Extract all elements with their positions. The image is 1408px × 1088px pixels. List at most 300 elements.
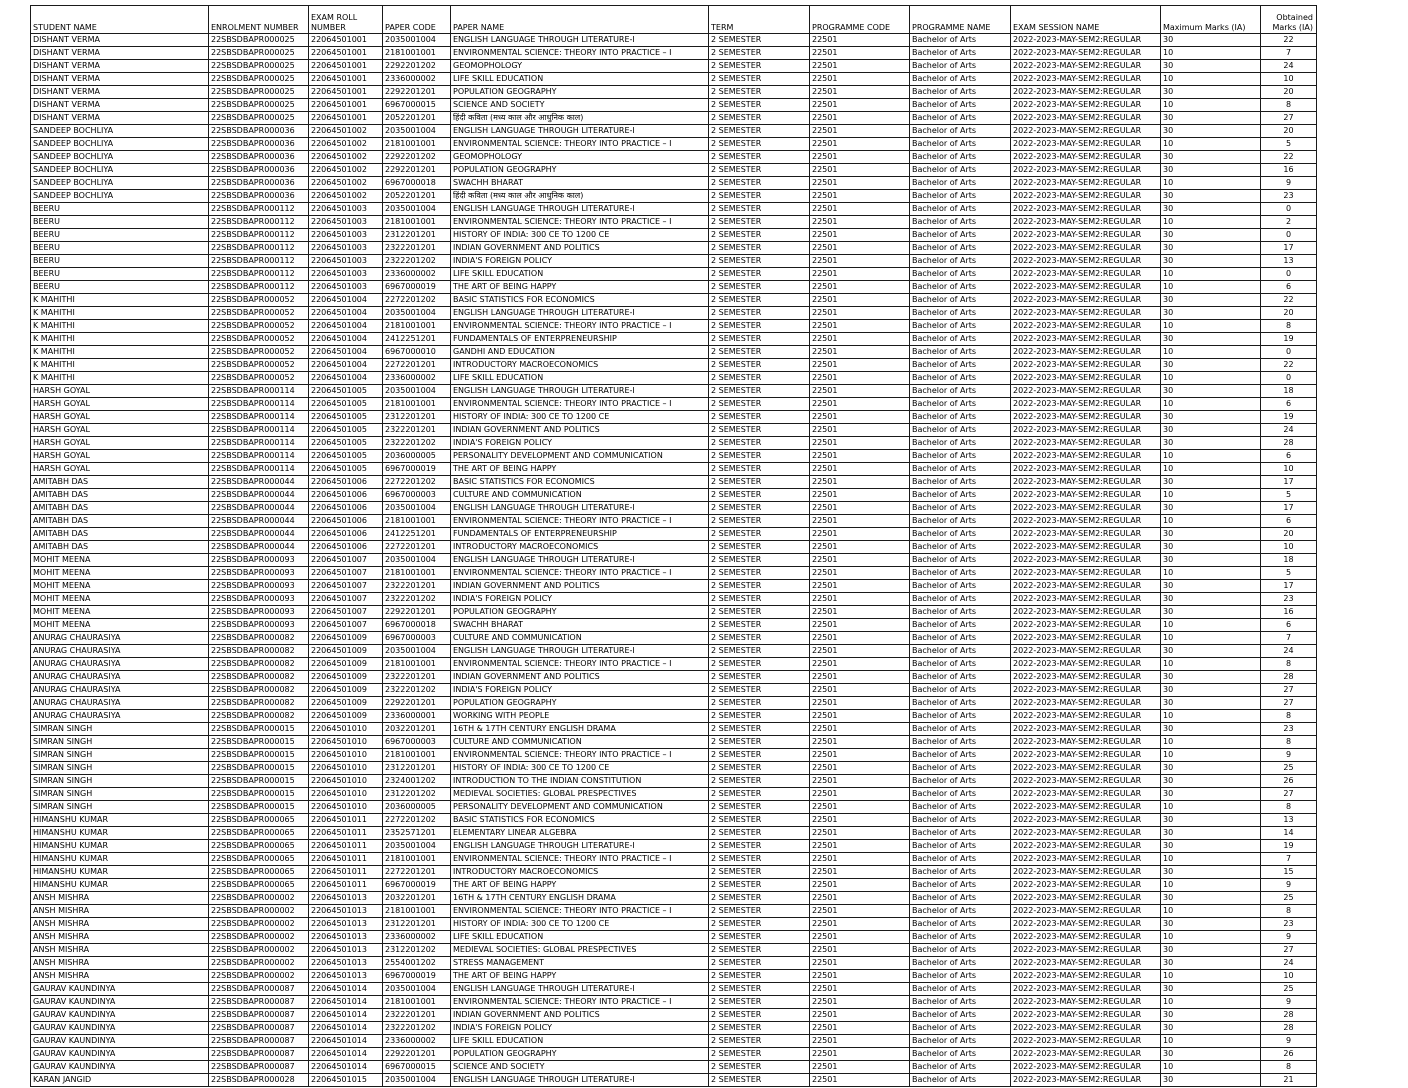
cell-student-name: HARSH GOYAL <box>31 437 209 450</box>
table-row <box>31 164 1317 177</box>
cell-obtained-marks: 18 <box>1261 554 1317 567</box>
cell-exam-roll-number: 22064501006 <box>309 528 383 541</box>
cell-exam-session-name: 2022-2023-MAY-SEM2:REGULAR <box>1011 827 1161 840</box>
cell-programme-code: 22501 <box>810 398 910 411</box>
cell-exam-roll-number: 22064501013 <box>309 970 383 983</box>
cell-programme-code: 22501 <box>810 151 910 164</box>
cell-maximum-marks: 30 <box>1161 788 1261 801</box>
col-header-obtained-marks: Obtained Marks (IA) <box>1261 6 1317 34</box>
cell-exam-session-name: 2022-2023-MAY-SEM2:REGULAR <box>1011 47 1161 60</box>
cell-programme-code: 22501 <box>810 164 910 177</box>
cell-exam-session-name: 2022-2023-MAY-SEM2:REGULAR <box>1011 515 1161 528</box>
cell-maximum-marks: 30 <box>1161 294 1261 307</box>
cell-paper-name: INDIAN GOVERNMENT AND POLITICS <box>451 671 709 684</box>
cell-paper-code: 2312201201 <box>383 762 451 775</box>
cell-paper-code: 6967000003 <box>383 736 451 749</box>
cell-programme-name: Bachelor of Arts <box>910 385 1011 398</box>
cell-programme-code: 22501 <box>810 684 910 697</box>
cell-programme-name: Bachelor of Arts <box>910 996 1011 1009</box>
cell-obtained-marks: 28 <box>1261 1009 1317 1022</box>
cell-maximum-marks: 10 <box>1161 73 1261 86</box>
cell-term: 2 SEMESTER <box>709 190 810 203</box>
cell-exam-session-name: 2022-2023-MAY-SEM2:REGULAR <box>1011 762 1161 775</box>
cell-programme-name: Bachelor of Arts <box>910 450 1011 463</box>
cell-programme-name: Bachelor of Arts <box>910 372 1011 385</box>
cell-programme-code: 22501 <box>810 801 910 814</box>
cell-maximum-marks: 10 <box>1161 346 1261 359</box>
cell-exam-roll-number: 22064501001 <box>309 99 383 112</box>
cell-paper-name: ENVIRONMENTAL SCIENCE: THEORY INTO PRACTICE – I <box>451 138 709 151</box>
cell-paper-code: 2035001004 <box>383 34 451 47</box>
cell-exam-roll-number: 22064501001 <box>309 60 383 73</box>
cell-maximum-marks: 30 <box>1161 918 1261 931</box>
cell-paper-name: ENVIRONMENTAL SCIENCE: THEORY INTO PRACTICE – I <box>451 749 709 762</box>
cell-maximum-marks: 30 <box>1161 866 1261 879</box>
cell-programme-name: Bachelor of Arts <box>910 489 1011 502</box>
table-row <box>31 723 1317 736</box>
cell-programme-name: Bachelor of Arts <box>910 788 1011 801</box>
cell-paper-code: 2322201202 <box>383 684 451 697</box>
cell-maximum-marks: 10 <box>1161 515 1261 528</box>
cell-enrolment-number: 22SBSDBAPR000087 <box>209 1061 309 1074</box>
cell-obtained-marks: 0 <box>1261 346 1317 359</box>
table-row <box>31 99 1317 112</box>
cell-student-name: AMITABH DAS <box>31 502 209 515</box>
cell-programme-name: Bachelor of Arts <box>910 346 1011 359</box>
cell-paper-name: HISTORY OF INDIA: 300 CE TO 1200 CE <box>451 229 709 242</box>
cell-paper-name: HISTORY OF INDIA: 300 CE TO 1200 CE <box>451 411 709 424</box>
table-row <box>31 983 1317 996</box>
table-row <box>31 619 1317 632</box>
cell-programme-code: 22501 <box>810 515 910 528</box>
cell-enrolment-number: 22SBSDBAPR000093 <box>209 593 309 606</box>
cell-paper-name: INDIA'S FOREIGN POLICY <box>451 1022 709 1035</box>
cell-student-name: MOHIT MEENA <box>31 593 209 606</box>
cell-student-name: DISHANT VERMA <box>31 86 209 99</box>
cell-obtained-marks: 27 <box>1261 788 1317 801</box>
cell-term: 2 SEMESTER <box>709 554 810 567</box>
cell-paper-code: 2272201202 <box>383 294 451 307</box>
cell-student-name: SANDEEP BOCHLIYA <box>31 125 209 138</box>
cell-term: 2 SEMESTER <box>709 476 810 489</box>
cell-maximum-marks: 30 <box>1161 229 1261 242</box>
table-row <box>31 333 1317 346</box>
cell-exam-roll-number: 22064501009 <box>309 697 383 710</box>
cell-paper-code: 6967000003 <box>383 632 451 645</box>
cell-term: 2 SEMESTER <box>709 528 810 541</box>
cell-paper-name: हिंदी कविता (मध्य काल और आधुनिक काल) <box>451 190 709 203</box>
cell-paper-code: 2181001001 <box>383 320 451 333</box>
cell-paper-name: SCIENCE AND SOCIETY <box>451 1061 709 1074</box>
cell-exam-roll-number: 22064501010 <box>309 736 383 749</box>
cell-paper-code: 6967000015 <box>383 1061 451 1074</box>
cell-enrolment-number: 22SBSDBAPR000087 <box>209 996 309 1009</box>
cell-maximum-marks: 30 <box>1161 359 1261 372</box>
cell-paper-code: 6967000019 <box>383 879 451 892</box>
cell-exam-session-name: 2022-2023-MAY-SEM2:REGULAR <box>1011 710 1161 723</box>
cell-exam-roll-number: 22064501009 <box>309 645 383 658</box>
cell-paper-code: 2181001001 <box>383 138 451 151</box>
cell-programme-name: Bachelor of Arts <box>910 905 1011 918</box>
cell-programme-name: Bachelor of Arts <box>910 580 1011 593</box>
cell-exam-session-name: 2022-2023-MAY-SEM2:REGULAR <box>1011 164 1161 177</box>
table-row <box>31 489 1317 502</box>
cell-programme-code: 22501 <box>810 320 910 333</box>
cell-programme-code: 22501 <box>810 229 910 242</box>
col-header-programme-code: PROGRAMME CODE <box>810 6 910 34</box>
cell-term: 2 SEMESTER <box>709 723 810 736</box>
cell-student-name: K MAHITHI <box>31 359 209 372</box>
cell-paper-code: 2181001001 <box>383 749 451 762</box>
cell-term: 2 SEMESTER <box>709 671 810 684</box>
table-row <box>31 476 1317 489</box>
cell-programme-code: 22501 <box>810 723 910 736</box>
cell-enrolment-number: 22SBSDBAPR000044 <box>209 515 309 528</box>
cell-student-name: ANSH MISHRA <box>31 905 209 918</box>
cell-programme-name: Bachelor of Arts <box>910 918 1011 931</box>
cell-paper-name: PERSONALITY DEVELOPMENT AND COMMUNICATION <box>451 801 709 814</box>
cell-enrolment-number: 22SBSDBAPR000036 <box>209 190 309 203</box>
cell-enrolment-number: 22SBSDBAPR000025 <box>209 99 309 112</box>
cell-programme-name: Bachelor of Arts <box>910 268 1011 281</box>
cell-exam-session-name: 2022-2023-MAY-SEM2:REGULAR <box>1011 905 1161 918</box>
cell-term: 2 SEMESTER <box>709 489 810 502</box>
cell-enrolment-number: 22SBSDBAPR000025 <box>209 73 309 86</box>
cell-exam-session-name: 2022-2023-MAY-SEM2:REGULAR <box>1011 424 1161 437</box>
cell-exam-roll-number: 22064501011 <box>309 840 383 853</box>
cell-exam-roll-number: 22064501002 <box>309 164 383 177</box>
cell-term: 2 SEMESTER <box>709 112 810 125</box>
cell-obtained-marks: 10 <box>1261 463 1317 476</box>
cell-maximum-marks: 30 <box>1161 502 1261 515</box>
cell-programme-code: 22501 <box>810 814 910 827</box>
cell-maximum-marks: 30 <box>1161 333 1261 346</box>
cell-obtained-marks: 2 <box>1261 216 1317 229</box>
cell-maximum-marks: 30 <box>1161 1048 1261 1061</box>
cell-programme-code: 22501 <box>810 1061 910 1074</box>
table-row <box>31 788 1317 801</box>
cell-paper-code: 2322201201 <box>383 671 451 684</box>
table-row <box>31 190 1317 203</box>
cell-maximum-marks: 10 <box>1161 216 1261 229</box>
cell-obtained-marks: 5 <box>1261 138 1317 151</box>
cell-enrolment-number: 22SBSDBAPR000082 <box>209 671 309 684</box>
cell-obtained-marks: 6 <box>1261 281 1317 294</box>
cell-enrolment-number: 22SBSDBAPR000002 <box>209 970 309 983</box>
cell-enrolment-number: 22SBSDBAPR000114 <box>209 398 309 411</box>
cell-term: 2 SEMESTER <box>709 138 810 151</box>
cell-exam-session-name: 2022-2023-MAY-SEM2:REGULAR <box>1011 645 1161 658</box>
cell-enrolment-number: 22SBSDBAPR000044 <box>209 502 309 515</box>
cell-paper-name: BASIC STATISTICS FOR ECONOMICS <box>451 814 709 827</box>
cell-student-name: HARSH GOYAL <box>31 398 209 411</box>
cell-programme-name: Bachelor of Arts <box>910 463 1011 476</box>
cell-enrolment-number: 22SBSDBAPR000093 <box>209 619 309 632</box>
cell-paper-name: MEDIEVAL SOCIETIES: GLOBAL PRESPECTIVES <box>451 944 709 957</box>
cell-maximum-marks: 30 <box>1161 242 1261 255</box>
cell-exam-roll-number: 22064501002 <box>309 138 383 151</box>
cell-term: 2 SEMESTER <box>709 736 810 749</box>
cell-exam-session-name: 2022-2023-MAY-SEM2:REGULAR <box>1011 866 1161 879</box>
cell-maximum-marks: 30 <box>1161 697 1261 710</box>
marks-table <box>30 5 1317 1087</box>
cell-enrolment-number: 22SBSDBAPR000036 <box>209 151 309 164</box>
cell-student-name: ANURAG CHAURASIYA <box>31 658 209 671</box>
cell-term: 2 SEMESTER <box>709 242 810 255</box>
cell-programme-code: 22501 <box>810 359 910 372</box>
cell-programme-code: 22501 <box>810 918 910 931</box>
cell-term: 2 SEMESTER <box>709 710 810 723</box>
cell-paper-name: ENVIRONMENTAL SCIENCE: THEORY INTO PRACTICE – I <box>451 398 709 411</box>
cell-term: 2 SEMESTER <box>709 515 810 528</box>
cell-student-name: AMITABH DAS <box>31 528 209 541</box>
cell-maximum-marks: 30 <box>1161 671 1261 684</box>
cell-enrolment-number: 22SBSDBAPR000114 <box>209 450 309 463</box>
cell-paper-name: THE ART OF BEING HAPPY <box>451 463 709 476</box>
table-row <box>31 879 1317 892</box>
cell-maximum-marks: 10 <box>1161 879 1261 892</box>
cell-exam-session-name: 2022-2023-MAY-SEM2:REGULAR <box>1011 788 1161 801</box>
cell-exam-roll-number: 22064501003 <box>309 242 383 255</box>
cell-paper-name: LIFE SKILL EDUCATION <box>451 372 709 385</box>
cell-student-name: ANSH MISHRA <box>31 918 209 931</box>
cell-programme-code: 22501 <box>810 1022 910 1035</box>
cell-paper-code: 2322201202 <box>383 255 451 268</box>
cell-enrolment-number: 22SBSDBAPR000093 <box>209 567 309 580</box>
cell-student-name: BEERU <box>31 281 209 294</box>
cell-maximum-marks: 10 <box>1161 398 1261 411</box>
cell-enrolment-number: 22SBSDBAPR000082 <box>209 632 309 645</box>
cell-maximum-marks: 30 <box>1161 528 1261 541</box>
cell-student-name: HARSH GOYAL <box>31 463 209 476</box>
cell-programme-code: 22501 <box>810 866 910 879</box>
cell-exam-roll-number: 22064501014 <box>309 1035 383 1048</box>
cell-exam-session-name: 2022-2023-MAY-SEM2:REGULAR <box>1011 580 1161 593</box>
cell-exam-session-name: 2022-2023-MAY-SEM2:REGULAR <box>1011 99 1161 112</box>
cell-enrolment-number: 22SBSDBAPR000002 <box>209 944 309 957</box>
table-row <box>31 736 1317 749</box>
cell-obtained-marks: 23 <box>1261 593 1317 606</box>
cell-programme-code: 22501 <box>810 567 910 580</box>
cell-obtained-marks: 19 <box>1261 840 1317 853</box>
cell-paper-code: 2336000001 <box>383 710 451 723</box>
cell-paper-code: 2035001004 <box>383 1074 451 1087</box>
cell-enrolment-number: 22SBSDBAPR000093 <box>209 580 309 593</box>
cell-maximum-marks: 10 <box>1161 281 1261 294</box>
cell-exam-session-name: 2022-2023-MAY-SEM2:REGULAR <box>1011 944 1161 957</box>
cell-term: 2 SEMESTER <box>709 593 810 606</box>
col-header-exam-session-name: EXAM SESSION NAME <box>1011 6 1161 34</box>
cell-obtained-marks: 15 <box>1261 866 1317 879</box>
table-row <box>31 60 1317 73</box>
cell-obtained-marks: 6 <box>1261 398 1317 411</box>
cell-term: 2 SEMESTER <box>709 346 810 359</box>
cell-term: 2 SEMESTER <box>709 450 810 463</box>
cell-paper-name: FUNDAMENTALS OF ENTERPRENEURSHIP <box>451 333 709 346</box>
cell-enrolment-number: 22SBSDBAPR000052 <box>209 320 309 333</box>
cell-exam-roll-number: 22064501007 <box>309 606 383 619</box>
cell-exam-session-name: 2022-2023-MAY-SEM2:REGULAR <box>1011 86 1161 99</box>
cell-exam-session-name: 2022-2023-MAY-SEM2:REGULAR <box>1011 1048 1161 1061</box>
cell-obtained-marks: 23 <box>1261 190 1317 203</box>
cell-paper-name: INDIA'S FOREIGN POLICY <box>451 255 709 268</box>
cell-student-name: DISHANT VERMA <box>31 99 209 112</box>
table-row <box>31 944 1317 957</box>
cell-exam-roll-number: 22064501007 <box>309 567 383 580</box>
cell-exam-roll-number: 22064501009 <box>309 710 383 723</box>
cell-maximum-marks: 10 <box>1161 749 1261 762</box>
cell-obtained-marks: 23 <box>1261 918 1317 931</box>
cell-maximum-marks: 30 <box>1161 203 1261 216</box>
cell-exam-session-name: 2022-2023-MAY-SEM2:REGULAR <box>1011 853 1161 866</box>
table-row <box>31 1009 1317 1022</box>
cell-exam-roll-number: 22064501005 <box>309 398 383 411</box>
table-row <box>31 541 1317 554</box>
cell-programme-code: 22501 <box>810 775 910 788</box>
cell-obtained-marks: 8 <box>1261 320 1317 333</box>
cell-paper-name: PERSONALITY DEVELOPMENT AND COMMUNICATION <box>451 450 709 463</box>
cell-exam-session-name: 2022-2023-MAY-SEM2:REGULAR <box>1011 931 1161 944</box>
cell-student-name: BEERU <box>31 216 209 229</box>
table-row <box>31 86 1317 99</box>
cell-exam-roll-number: 22064501004 <box>309 307 383 320</box>
cell-programme-code: 22501 <box>810 268 910 281</box>
cell-exam-roll-number: 22064501002 <box>309 125 383 138</box>
cell-term: 2 SEMESTER <box>709 1035 810 1048</box>
cell-programme-name: Bachelor of Arts <box>910 1074 1011 1087</box>
cell-exam-roll-number: 22064501013 <box>309 905 383 918</box>
cell-maximum-marks: 10 <box>1161 710 1261 723</box>
cell-programme-code: 22501 <box>810 944 910 957</box>
cell-exam-session-name: 2022-2023-MAY-SEM2:REGULAR <box>1011 294 1161 307</box>
cell-student-name: DISHANT VERMA <box>31 34 209 47</box>
cell-term: 2 SEMESTER <box>709 1022 810 1035</box>
cell-exam-roll-number: 22064501011 <box>309 866 383 879</box>
cell-obtained-marks: 8 <box>1261 1061 1317 1074</box>
cell-enrolment-number: 22SBSDBAPR000112 <box>209 242 309 255</box>
cell-exam-roll-number: 22064501005 <box>309 385 383 398</box>
cell-programme-code: 22501 <box>810 996 910 1009</box>
cell-term: 2 SEMESTER <box>709 463 810 476</box>
cell-programme-code: 22501 <box>810 580 910 593</box>
cell-exam-session-name: 2022-2023-MAY-SEM2:REGULAR <box>1011 814 1161 827</box>
cell-obtained-marks: 8 <box>1261 736 1317 749</box>
cell-paper-code: 2052201201 <box>383 112 451 125</box>
table-row <box>31 359 1317 372</box>
cell-paper-name: ENVIRONMENTAL SCIENCE: THEORY INTO PRACTICE – I <box>451 853 709 866</box>
cell-enrolment-number: 22SBSDBAPR000002 <box>209 931 309 944</box>
cell-student-name: BEERU <box>31 242 209 255</box>
cell-programme-name: Bachelor of Arts <box>910 333 1011 346</box>
cell-obtained-marks: 6 <box>1261 450 1317 463</box>
cell-term: 2 SEMESTER <box>709 359 810 372</box>
cell-student-name: GAURAV KAUNDINYA <box>31 983 209 996</box>
cell-maximum-marks: 30 <box>1161 1009 1261 1022</box>
cell-paper-code: 2272201201 <box>383 359 451 372</box>
cell-paper-name: GEOMOPHOLOGY <box>451 151 709 164</box>
cell-student-name: HIMANSHU KUMAR <box>31 866 209 879</box>
table-row <box>31 151 1317 164</box>
cell-programme-code: 22501 <box>810 73 910 86</box>
cell-exam-roll-number: 22064501003 <box>309 281 383 294</box>
cell-exam-session-name: 2022-2023-MAY-SEM2:REGULAR <box>1011 593 1161 606</box>
cell-exam-session-name: 2022-2023-MAY-SEM2:REGULAR <box>1011 320 1161 333</box>
cell-paper-name: ENGLISH LANGUAGE THROUGH LITERATURE-I <box>451 983 709 996</box>
table-row <box>31 463 1317 476</box>
cell-term: 2 SEMESTER <box>709 1074 810 1087</box>
cell-paper-name: हिंदी कविता (मध्य काल और आधुनिक काल) <box>451 112 709 125</box>
cell-paper-name: ENGLISH LANGUAGE THROUGH LITERATURE-I <box>451 1074 709 1087</box>
cell-exam-roll-number: 22064501003 <box>309 216 383 229</box>
cell-paper-code: 2272201201 <box>383 866 451 879</box>
cell-programme-code: 22501 <box>810 138 910 151</box>
cell-paper-code: 2312201201 <box>383 229 451 242</box>
cell-term: 2 SEMESTER <box>709 801 810 814</box>
cell-obtained-marks: 27 <box>1261 684 1317 697</box>
cell-programme-name: Bachelor of Arts <box>910 541 1011 554</box>
cell-exam-session-name: 2022-2023-MAY-SEM2:REGULAR <box>1011 346 1161 359</box>
cell-term: 2 SEMESTER <box>709 294 810 307</box>
cell-enrolment-number: 22SBSDBAPR000087 <box>209 1048 309 1061</box>
cell-programme-name: Bachelor of Arts <box>910 710 1011 723</box>
cell-paper-name: ENVIRONMENTAL SCIENCE: THEORY INTO PRACTICE – I <box>451 515 709 528</box>
cell-exam-roll-number: 22064501014 <box>309 983 383 996</box>
cell-student-name: HARSH GOYAL <box>31 424 209 437</box>
table-row <box>31 437 1317 450</box>
table-row <box>31 645 1317 658</box>
cell-programme-name: Bachelor of Arts <box>910 944 1011 957</box>
cell-enrolment-number: 22SBSDBAPR000112 <box>209 268 309 281</box>
cell-exam-roll-number: 22064501004 <box>309 346 383 359</box>
cell-student-name: HIMANSHU KUMAR <box>31 827 209 840</box>
cell-enrolment-number: 22SBSDBAPR000082 <box>209 710 309 723</box>
col-header-programme-name: PROGRAMME NAME <box>910 6 1011 34</box>
cell-term: 2 SEMESTER <box>709 840 810 853</box>
cell-paper-code: 2322201201 <box>383 580 451 593</box>
cell-paper-code: 2181001001 <box>383 905 451 918</box>
cell-paper-name: ENGLISH LANGUAGE THROUGH LITERATURE-I <box>451 203 709 216</box>
table-row <box>31 814 1317 827</box>
cell-exam-roll-number: 22064501013 <box>309 944 383 957</box>
cell-obtained-marks: 8 <box>1261 99 1317 112</box>
cell-enrolment-number: 22SBSDBAPR000082 <box>209 684 309 697</box>
cell-maximum-marks: 10 <box>1161 905 1261 918</box>
cell-exam-roll-number: 22064501010 <box>309 749 383 762</box>
cell-programme-name: Bachelor of Arts <box>910 723 1011 736</box>
cell-paper-name: POPULATION GEOGRAPHY <box>451 164 709 177</box>
cell-exam-session-name: 2022-2023-MAY-SEM2:REGULAR <box>1011 138 1161 151</box>
cell-programme-code: 22501 <box>810 281 910 294</box>
cell-paper-code: 2181001001 <box>383 515 451 528</box>
cell-exam-roll-number: 22064501001 <box>309 34 383 47</box>
cell-exam-session-name: 2022-2023-MAY-SEM2:REGULAR <box>1011 372 1161 385</box>
cell-programme-code: 22501 <box>810 242 910 255</box>
cell-programme-name: Bachelor of Arts <box>910 840 1011 853</box>
cell-paper-code: 2181001001 <box>383 996 451 1009</box>
cell-term: 2 SEMESTER <box>709 411 810 424</box>
cell-maximum-marks: 10 <box>1161 463 1261 476</box>
cell-term: 2 SEMESTER <box>709 749 810 762</box>
cell-term: 2 SEMESTER <box>709 177 810 190</box>
cell-paper-name: ENGLISH LANGUAGE THROUGH LITERATURE-I <box>451 385 709 398</box>
cell-obtained-marks: 16 <box>1261 606 1317 619</box>
cell-obtained-marks: 10 <box>1261 73 1317 86</box>
cell-term: 2 SEMESTER <box>709 762 810 775</box>
cell-programme-name: Bachelor of Arts <box>910 814 1011 827</box>
cell-paper-name: FUNDAMENTALS OF ENTERPRENEURSHIP <box>451 528 709 541</box>
cell-programme-name: Bachelor of Arts <box>910 879 1011 892</box>
cell-paper-code: 6967000019 <box>383 463 451 476</box>
